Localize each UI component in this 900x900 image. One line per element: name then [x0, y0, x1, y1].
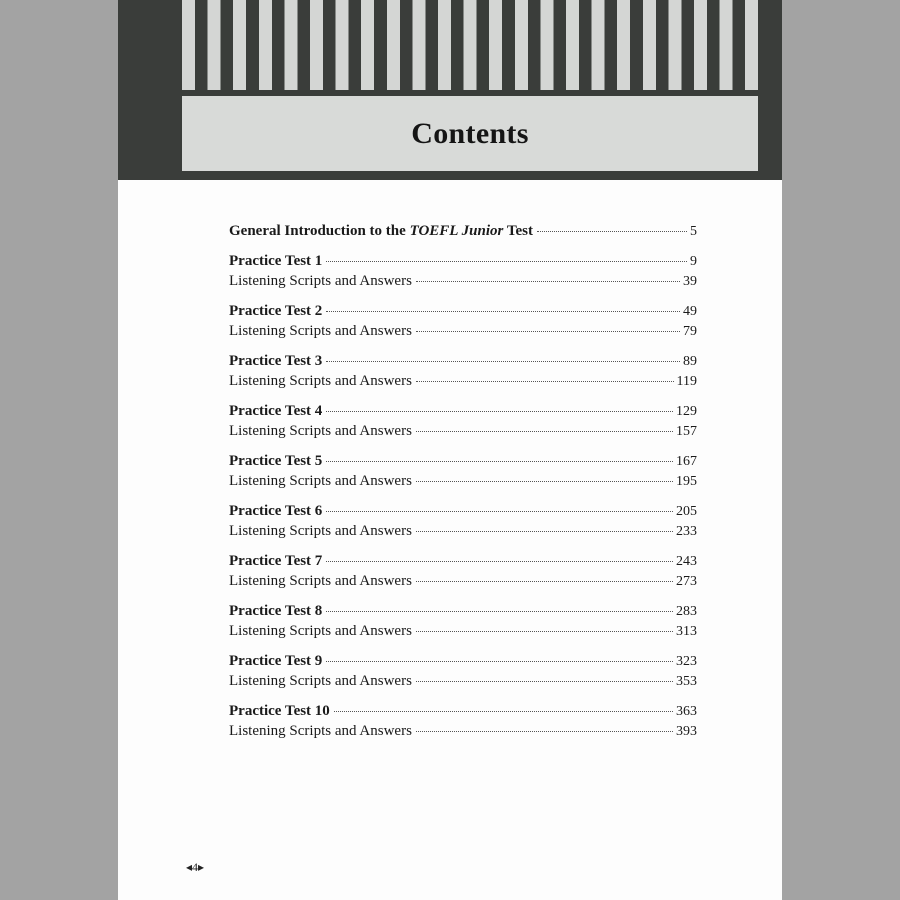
leader-dots [326, 261, 687, 262]
toc-entry-label: Listening Scripts and Answers [229, 673, 412, 689]
toc-entry-scripts[interactable] [229, 621, 697, 641]
leader-dots [326, 411, 673, 412]
toc-page-number: 119 [676, 374, 697, 389]
leader-dots [326, 561, 673, 562]
toc-entry-test[interactable] [229, 651, 697, 671]
page-number: ◂4▸ [186, 860, 205, 874]
toc-page-number: 9 [690, 254, 697, 269]
toc-entry-label: Listening Scripts and Answers [229, 623, 412, 639]
toc-entry-test[interactable] [229, 301, 697, 321]
toc-group [229, 301, 697, 341]
toc-page-number: 167 [676, 454, 697, 469]
toc-entry-scripts[interactable] [229, 271, 697, 291]
table-of-contents [229, 221, 697, 741]
toc-page-number: 243 [676, 554, 697, 569]
leader-dots [326, 461, 673, 462]
toc-entry-label: Practice Test 6 [229, 503, 323, 519]
toc-entry-scripts[interactable] [229, 571, 697, 591]
toc-page-number: 283 [676, 604, 697, 619]
toc-entry-scripts[interactable] [229, 471, 697, 491]
toc-group [229, 401, 697, 441]
leader-dots [416, 581, 673, 582]
toc-page-number: 89 [683, 354, 697, 369]
toc-entry-scripts[interactable] [229, 321, 697, 341]
toc-page-number: 353 [676, 674, 697, 689]
toc-entry-test[interactable] [229, 251, 697, 271]
toc-page-number: 195 [676, 474, 697, 489]
toc-entry-label: Listening Scripts and Answers [229, 323, 412, 339]
toc-page-number: 323 [676, 654, 697, 669]
toc-group [229, 601, 697, 641]
toc-entry-test[interactable] [229, 701, 697, 721]
document-page [118, 0, 782, 900]
leader-dots [416, 331, 680, 332]
toc-entry-label: Listening Scripts and Answers [229, 473, 412, 489]
leader-dots [416, 381, 674, 382]
page-title: Contents [411, 116, 529, 150]
toc-page-number: 363 [676, 704, 697, 719]
toc-page-number: 393 [676, 724, 697, 739]
toc-entry-scripts[interactable] [229, 521, 697, 541]
leader-dots [537, 231, 687, 232]
toc-entry-label: General Introduction to the TOEFL Junior Test [229, 223, 533, 239]
toc-entry-label: Practice Test 4 [229, 403, 323, 419]
leader-dots [326, 311, 680, 312]
toc-group [229, 451, 697, 491]
toc-entry-label: Practice Test 7 [229, 553, 323, 569]
toc-page-number: 157 [676, 424, 697, 439]
leader-dots [416, 481, 673, 482]
toc-page-number: 313 [676, 624, 697, 639]
toc-entry-label: Practice Test 3 [229, 353, 323, 369]
toc-entry-scripts[interactable] [229, 421, 697, 441]
toc-group [229, 551, 697, 591]
toc-page-number: 79 [683, 324, 697, 339]
toc-entry-test[interactable] [229, 401, 697, 421]
toc-entry-scripts[interactable] [229, 671, 697, 691]
toc-entry-label: Listening Scripts and Answers [229, 273, 412, 289]
toc-entry-label: Listening Scripts and Answers [229, 573, 412, 589]
title-box [182, 96, 758, 171]
toc-page-number: 39 [683, 274, 697, 289]
toc-entry-label: Practice Test 9 [229, 653, 323, 669]
toc-group [229, 701, 697, 741]
toc-entry-label: Listening Scripts and Answers [229, 373, 412, 389]
toc-entry-test[interactable] [229, 601, 697, 621]
toc-group [229, 501, 697, 541]
toc-page-number: 5 [690, 224, 697, 239]
toc-entry-label: Listening Scripts and Answers [229, 423, 412, 439]
toc-groups [229, 251, 697, 741]
leader-dots [326, 661, 673, 662]
toc-entry-test[interactable] [229, 351, 697, 371]
header-band [118, 0, 782, 180]
leader-dots [326, 511, 673, 512]
toc-entry-label: Practice Test 5 [229, 453, 323, 469]
toc-entry-label: Practice Test 1 [229, 253, 323, 269]
toc-entry-label: Practice Test 10 [229, 703, 330, 719]
toc-entry-label: Practice Test 2 [229, 303, 323, 319]
toc-group [229, 251, 697, 291]
leader-dots [416, 731, 673, 732]
toc-page-number: 129 [676, 404, 697, 419]
toc-entry-intro[interactable] [229, 221, 697, 241]
toc-page-number: 205 [676, 504, 697, 519]
leader-dots [334, 711, 673, 712]
toc-entry-label: Practice Test 8 [229, 603, 323, 619]
toc-entry-test[interactable] [229, 551, 697, 571]
toc-page-number: 49 [683, 304, 697, 319]
leader-dots [416, 631, 673, 632]
toc-page-number: 233 [676, 524, 697, 539]
toc-entry-test[interactable] [229, 501, 697, 521]
leader-dots [326, 611, 673, 612]
toc-entry-label: Listening Scripts and Answers [229, 523, 412, 539]
decorative-stripes [182, 0, 758, 90]
leader-dots [416, 431, 673, 432]
toc-entry-test[interactable] [229, 451, 697, 471]
toc-entry-label: Listening Scripts and Answers [229, 723, 412, 739]
leader-dots [416, 681, 673, 682]
leader-dots [416, 281, 680, 282]
toc-entry-scripts[interactable] [229, 371, 697, 391]
leader-dots [416, 531, 673, 532]
toc-entry-scripts[interactable] [229, 721, 697, 741]
toc-group [229, 651, 697, 691]
toc-page-number: 273 [676, 574, 697, 589]
toc-group [229, 351, 697, 391]
leader-dots [326, 361, 680, 362]
